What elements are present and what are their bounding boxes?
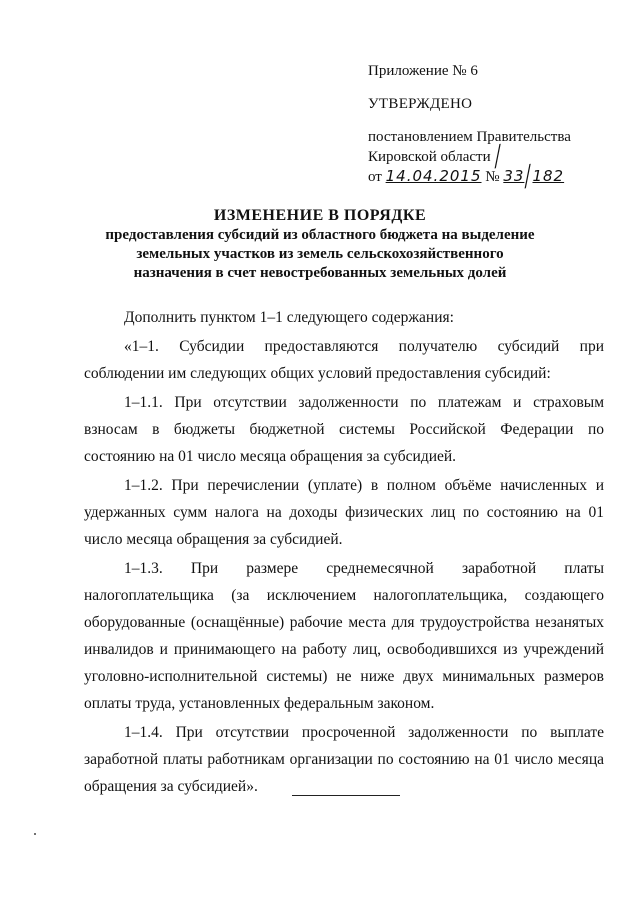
- title-subtitle-line-2: земельных участков из земель сельскохозяйственного: [136, 246, 504, 262]
- title-subtitle-line-1: предоставления субсидий из областного бюджета на выделение: [105, 227, 535, 243]
- paragraph-1-1-3: 1–1.3. При размере среднемесячной заработной платы налогоплательщика (за исключением налогоплательщика, создающего оборудованные (оснащённые) рабочие места для трудоустройства незанятых инвалидов и принимающего на работу лиц, освободившихся из учреждений уголовно-исполнительной системы) не ниже двух минимальных размеров оплаты труда, установленных федеральным законом.: [84, 560, 604, 712]
- number-slash-mark: /: [524, 157, 533, 194]
- decree-line-1: постановлением Правительства: [368, 129, 571, 145]
- handwritten-slash-mark: /: [494, 137, 503, 174]
- paragraph-1-1-1: 1–1.1. При отсутствии задолженности по платежам и страховым взносам в бюджеты бюджетной системы Российской Федерации по состоянию на 01 число месяца обращения за субсидией.: [84, 394, 604, 465]
- document-title: [40, 206, 600, 283]
- paragraph-1-1-2: 1–1.2. При перечислении (уплате) в полном объёме начисленных и удержанных сумм налога на доходы физических лиц по состоянию на 01 число месяца обращения за субсидией.: [84, 477, 604, 548]
- handwritten-number-part1: 33: [503, 167, 525, 185]
- number-prefix: №: [485, 169, 500, 185]
- approval-block: [368, 62, 618, 194]
- approved-stamp-text: УТВЕРЖДЕНО: [368, 96, 473, 112]
- handwritten-number: [503, 157, 565, 194]
- handwritten-date: 14.04.2015: [385, 167, 482, 185]
- intro-paragraph: Дополнить пунктом 1–1 следующего содержания:: [124, 309, 454, 326]
- title-main: ИЗМЕНЕНИЕ В ПОРЯДКЕ: [213, 207, 427, 224]
- title-subtitle-line-3: назначения в счет невостребованных земельных долей: [133, 265, 507, 281]
- scan-speck: [34, 833, 36, 835]
- paragraph-1-1: «1–1. Субсидии предоставляются получателю субсидий при соблюдении им следующих общих условий предоставления субсидий:: [84, 338, 604, 382]
- handwritten-number-part2: 182: [532, 167, 565, 185]
- decree-region: Кировской области: [368, 149, 491, 165]
- document-body: [84, 304, 604, 802]
- paragraph-1-1-4: 1–1.4. При отсутствии просроченной задолженности по выплате заработной платы работникам организации по состоянию на 01 число месяца обращения за субсидией».: [84, 724, 604, 795]
- decree-reference: [368, 128, 618, 194]
- appendix-number: Приложение № 6: [368, 63, 478, 79]
- end-of-document-line: [292, 795, 400, 796]
- date-prefix: от: [368, 169, 382, 185]
